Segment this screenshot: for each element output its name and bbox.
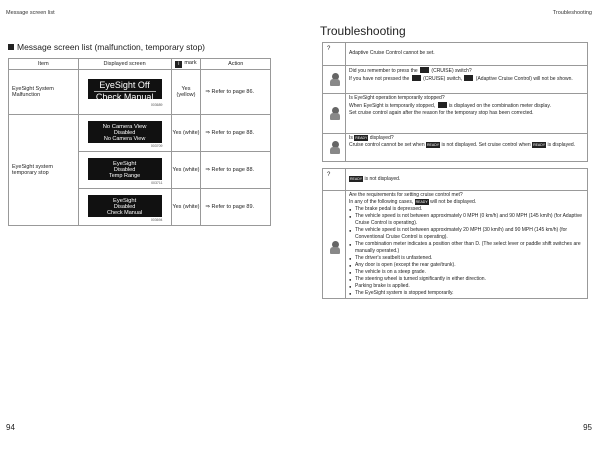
list-item: ● Parking brake is applied. (349, 283, 584, 290)
screen-image: No Camera View Disabled No Camera View 003709 (78, 115, 171, 152)
problem-headline: Adaptive Cruise Control cannot be set. (349, 50, 435, 56)
list-item: ● The brake pedal is depressed. (349, 206, 584, 213)
running-header: Troubleshooting (552, 10, 592, 16)
list-item: ● The combination meter indicates a position other than D. (The select lever or paddle shift switches are manually operated.) (349, 241, 584, 255)
page-title: Troubleshooting (320, 24, 406, 38)
info-mark-icon: i (175, 61, 182, 68)
person-icon (330, 107, 340, 120)
row-mark: Yes (white) (171, 189, 201, 226)
check-eyesight-stop: Is EyeSight operation temporarily stopped? When EyeSight is temporarily stopped, is displayed on the combination meter display. Set cruise control again after the reason for the temporary stop has been corrected. (349, 95, 551, 116)
question-icon: ? (327, 172, 331, 178)
row-action-link[interactable]: ⇒ Refer to page 86. (201, 70, 271, 115)
col-header-action: Action (201, 59, 271, 70)
message-screen-table (8, 58, 271, 226)
page-number: 95 (583, 423, 592, 432)
row-mark: Yes (white) (171, 115, 201, 152)
list-item: ● The vehicle speed is not between approximately 0 MPH (0 km/h) and 90 MPH (145 km/h) (for Adaptive Cruise Control is operating). (349, 213, 584, 227)
ready-indicator-icon: READY (533, 143, 546, 147)
problem-headline: READY is not displayed. (350, 176, 401, 182)
cruise-switch-icon (412, 75, 421, 81)
troubleshoot-box-acc (322, 42, 588, 162)
list-item: ● The steering wheel is turned significantly in either direction. (349, 276, 584, 283)
troubleshoot-box-ready (322, 168, 588, 299)
display-screen: EyeSight Disabled Temp Range (88, 158, 162, 180)
requirements-list: Are the requirements for setting cruise control met? In any of the following cases, READY will not be displayed. ● The brake pedal is depressed. ● The vehicle speed is not between approximately 0 MPH (0 km/h) and 90 MPH (145 km/h) (for Adaptive Cruise Control is operating). ● The vehicle speed is not between approximately 20 MPH (30 km/h) and 90 MPH (145 km/h) (for Conventional Cruise Control is operating). ● The combination meter indicates a position other than D. (The select lever or paddle shift switches are manually operated.) ● The driver's seatbelt is unfastened. ● Any door is open (except the rear gate/trunk). ● The vehicle is on a steep grade. ● The steering wheel is turned significantly in either direction. ● Parking brake is applied. ● The EyeSight system is stopped temporarily. (346, 191, 587, 298)
col-header-item: Item (9, 59, 79, 70)
row-action-link[interactable]: ⇒ Refer to page 88. (201, 115, 271, 152)
screen-image: EyeSight Disabled Temp Range 003711 (78, 152, 171, 189)
display-screen: EyeSight Off Check Manual (88, 79, 162, 99)
eyesight-off-icon (438, 102, 447, 108)
cruise-switch-icon (420, 67, 429, 73)
list-item: ● The EyeSight system is stopped temporarily. (349, 290, 584, 297)
list-item: ● The vehicle is on a steep grade. (349, 269, 584, 276)
table-row (9, 115, 271, 152)
person-icon (330, 241, 340, 254)
question-icon: ? (327, 46, 331, 52)
question-icon-cell (323, 43, 346, 65)
running-header: Message screen list (6, 10, 55, 16)
ready-indicator-icon: READY (427, 143, 440, 147)
ready-indicator-icon: READY (350, 177, 363, 181)
person-icon (330, 141, 340, 154)
check-ready-displayed: Is READY displayed? Cruise control cannot be set when READY is not displayed. Set cruise control when READY is displayed. (349, 135, 576, 148)
table-header-row (9, 59, 271, 70)
list-item: ● Any door is open (except the rear gate/trunk). (349, 262, 584, 269)
row-item-group: EyeSight system temporary stop (9, 115, 79, 226)
list-item: ● The vehicle speed is not between approximately 20 MPH (30 km/h) and 90 MPH (145 km/h) (for Conventional Cruise Control is operating). (349, 227, 584, 241)
right-page (300, 0, 600, 450)
ready-indicator-icon: READY (415, 200, 428, 204)
col-header-mark: i mark (171, 59, 201, 70)
row-action-link[interactable]: ⇒ Refer to page 88. (201, 152, 271, 189)
row-item: EyeSight System Malfunction (9, 70, 79, 115)
check-cruise-switch: Did you remember to press the (CRUISE) switch? If you have not pressed the (CRUISE) switch, (Adaptive Cruise Control) will not be shown. (349, 68, 573, 82)
screen-image: EyeSight Off Check Manual 003689 (78, 70, 171, 115)
person-icon (330, 73, 340, 86)
row-action-link[interactable]: ⇒ Refer to page 89. (201, 189, 271, 226)
section-title: Message screen list (malfunction, temporary stop) (8, 42, 205, 52)
col-header-screen: Displayed screen (78, 59, 171, 70)
adaptive-cruise-icon (464, 75, 473, 81)
list-item: ● The driver's seatbelt is unfastened. (349, 255, 584, 262)
condition-list (349, 206, 584, 297)
ready-indicator-icon: READY (355, 136, 368, 140)
row-mark: Yes (yellow) (171, 70, 201, 115)
display-screen: No Camera View Disabled No Camera View (88, 121, 162, 143)
question-icon-cell (323, 169, 346, 190)
row-mark: Yes (white) (171, 152, 201, 189)
square-bullet-icon (8, 44, 14, 50)
display-screen: EyeSight Disabled Check Manual (88, 195, 162, 217)
table-row (9, 70, 271, 115)
screen-image: EyeSight Disabled Check Manual 003694 (78, 189, 171, 226)
page-number: 94 (6, 423, 15, 432)
